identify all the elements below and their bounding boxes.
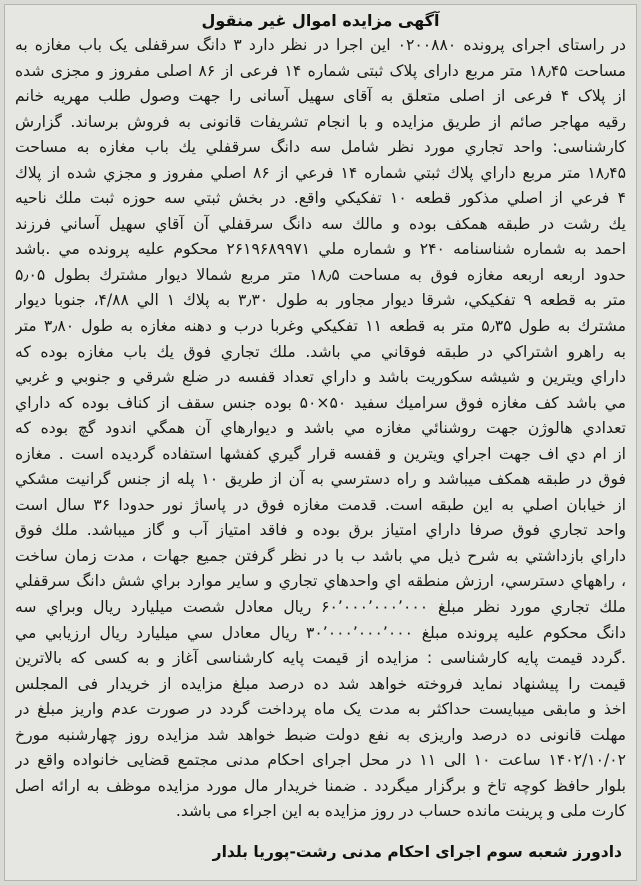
- notice-line: .گردد قیمت پایه کارشناسی : مزایده از قیمت پایه کارشناسی آغاز و به کسی که بالاترین: [15, 649, 626, 668]
- notice-line: احمد به شماره شناسنامه ۲۴۰ و شماره ملي ۲۶۱۹۶۸۹۹۷۱ محكوم عليه پرونده مي .باشد: [15, 240, 626, 259]
- notice-line: فوق در طبقه همكف ميباشد و راه دسترسي به آن از طريق ۱۰ پله از جنس گرانيت مشكي: [15, 470, 626, 489]
- notice-line: متر به قطعه ۹ تفكيكي، شرقا ديوار مجاور به طول ۳٫۳۰ به پلاك ۱ الي ۴/۸۸، جنوبا ديوار: [15, 291, 626, 310]
- notice-line: ۴ فرعي از اصلي مذكور قطعه ۱۰ تفكيكي واقع. در بخش ثبتي سه حوزه ثبت ملك ناحيه: [15, 189, 626, 208]
- notice-line: به راهرو اشتراكي در طبقه فوقاني مي باشد. ملك تجاري فوق يك باب مغازه بوده كه: [15, 342, 626, 361]
- notice-line: کارت ملی و پرینت مانده حساب در روز مزایده به این اجراء می باشد.: [175, 802, 626, 821]
- notice-line: مشترك به طول ۵٫۳۵ متر به قطعه ۱۱ تفكيكي وغربا درب و دهنه مغازه به طول ۳٫۸۰ متر: [15, 317, 626, 336]
- notice-line: داراي ويترين و شيشه سكوريت باشد و داراي تعداد قفسه در ضلع شرقي و جنوبي و غربي: [15, 368, 626, 387]
- notice-line: بلوار حافظ کوچه تاخ و برگزار میگردد . ضمنا خریدار مال مورد مزایده موظف به ارائه اصل: [15, 776, 626, 795]
- notice-title: آگهی مزایده اموال غیر منقول: [201, 11, 440, 30]
- notice-line: از خيابان اصلي به اين طبقه است. قدمت مغازه فوق در پاساژ نور حدودا ۳۶ سال است: [15, 495, 626, 514]
- notice-line: ۱۸٫۴۵ متر مربع داراي پلاك ثبتي شماره ۱۴ فرعي از ۸۶ اصلي مفروز و مجزي شده از پلاك: [15, 163, 626, 182]
- notice-line: مي باشد كف مغازه فوق سراميك سفيد ۵۰×۵۰ بوده جنس سقف از كناف بوده كه داراي: [15, 393, 626, 412]
- notice-line: از پلاک ۴ فرعی از اصلی متعلق به آقای سهیل آسانی را جهت وصول طلب مهریه خانم: [15, 87, 626, 106]
- notice-line: مهلت قانونی ده درصد واریزی به نفع دولت ضبط خواهد شد مزایده روز چهارشنبه مورخ: [15, 725, 626, 744]
- notice-line: از ام دي اف جهت اجراي ويترين و قفسه قرار گيري كفشها استفاده گرديده است . مغازه: [15, 444, 626, 463]
- notice-line: دانگ محكوم عليه پرونده مبلغ ۳۰٬۰۰۰٬۰۰۰٬۰۰۰ ريال معادل سي ميليارد ريال ارزيابي مي: [15, 623, 626, 642]
- notice-signature: دادورز شعبه سوم اجرای احکام مدنی رشت-پوریا بلدار: [212, 843, 622, 861]
- notice-line: داراي بازداشتي به شرح ذيل مي باشد ب با در نظر گرفتن جميع جهات ، مدت زمان ساخت: [15, 546, 626, 565]
- notice-line: رقیه مهاجر صائم از طریق مزایده و با انجام تشریفات قانونی به فروش برساند. گزارش: [15, 112, 626, 131]
- notice-line: ۱۴۰۲/۱۰/۰۲ ساعت ۱۰ الی ۱۱ در محل اجرای احکام مدنی مجتمع قضایی خانواده واقع در: [15, 751, 626, 770]
- notice-line: واحد تجاري فوق صرفا داراي امتياز برق بوده و فاقد امتياز آب و گاز ميباشد. ملك فوق: [15, 521, 626, 540]
- notice-line: حدود اربعه اربعه مغازه فوق به مساحت ۱۸٫۵ متر مربع شمالا ديوار مشترك بطول ۵٫۰۵: [15, 265, 626, 284]
- notice-sheet: [4, 4, 637, 881]
- notice-line: مساحت ۱۸٫۴۵ متر مربع دارای پلاک ثبتی شماره ۱۴ فرعی از ۸۶ اصلی مفروز و مجزی شده: [15, 61, 626, 80]
- notice-line: ملك تجاري مورد نظر مبلغ ۶۰٬۰۰۰٬۰۰۰٬۰۰۰ ريال معادل شصت ميليارد ريال وبراي سه: [15, 598, 626, 617]
- notice-line: کارشناسی: واحد تجاري مورد نظر شامل سه دانگ سرقفلي يك باب مغازه به مساحت: [15, 138, 626, 157]
- notice-line: اخذ و مابقی میبایست حداکثر به مدت یک ماه پرداخت گردد در صورت عدم واریز مبلغ در: [15, 700, 626, 719]
- notice-line: يك رشت در طبقه همكف بوده و مالك سه دانگ سرقفلي آن آقاي سهيل آساني فرزند: [15, 214, 626, 233]
- notice-line: قیمت را پیشنهاد نماید فروخته خواهد شد ده درصد مبلغ مزایده از خریدار فی المجلس: [15, 674, 626, 693]
- notice-line: در راستای اجرای پرونده ۰۲۰۰۸۸۰ این اجرا در نظر دارد ۳ دانگ سرقفلی یک باب مغازه به: [15, 36, 626, 54]
- notice-body: [15, 33, 626, 825]
- notice-line: ، راههاي دسترسي، ارزش منطقه اي واحدهاي تجاري و ساير موارد براي شش دانگ سرقفلي: [15, 572, 626, 591]
- notice-line: تعدادي هالوژن جهت روشنائي مغازه مي باشد و ديوارهاي آن همگي اندود گچ بوده كه: [15, 419, 626, 438]
